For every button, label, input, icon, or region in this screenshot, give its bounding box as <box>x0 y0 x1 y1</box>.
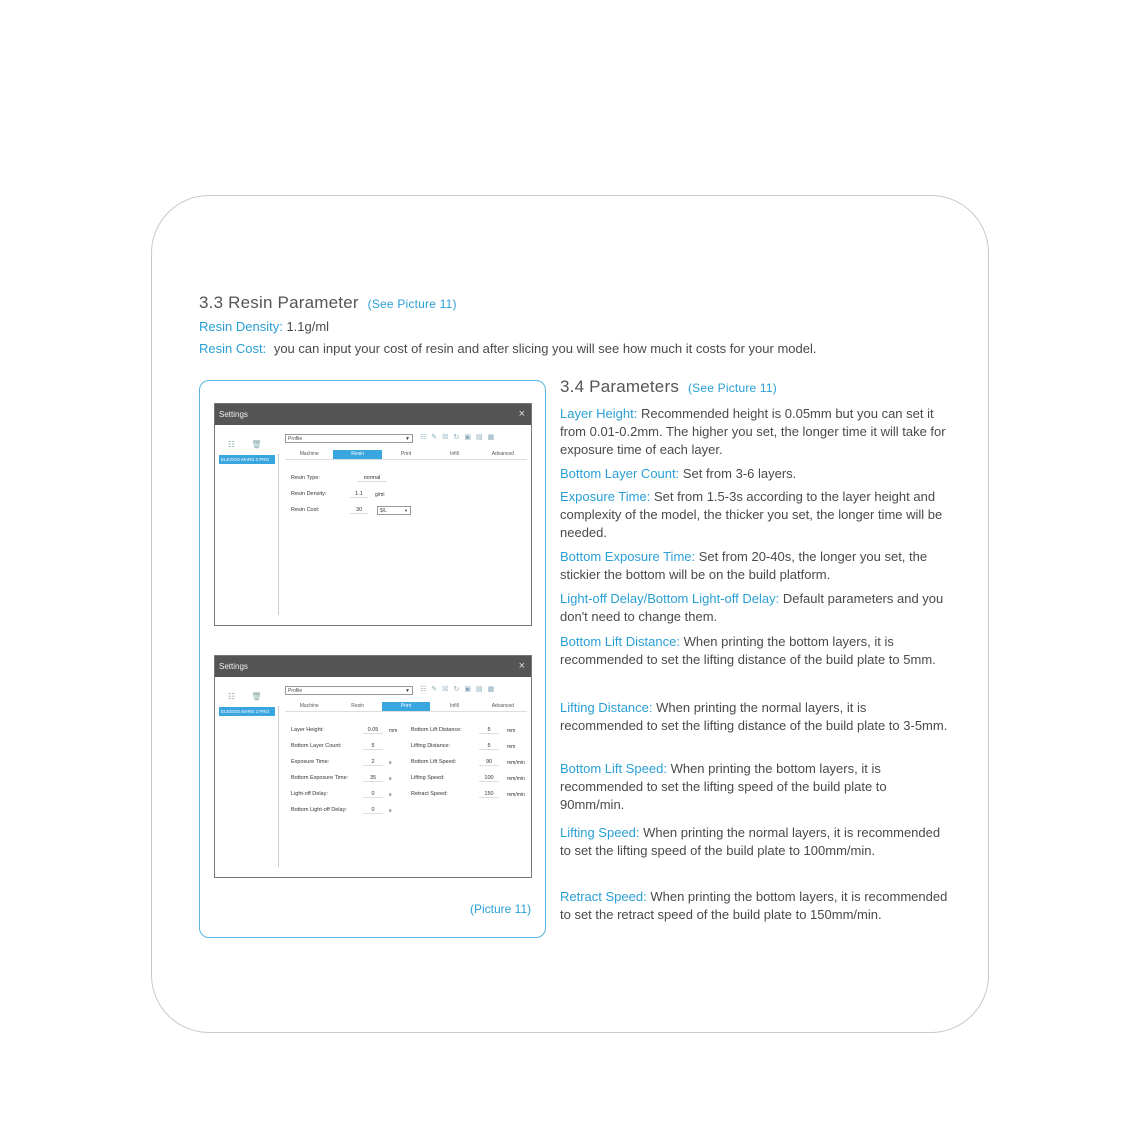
copy-icon[interactable]: ▦ <box>487 686 500 693</box>
section-3-4-title: 3.4 Parameters <box>560 377 680 396</box>
param-text: When printing the bottom layers, it is recommended to set the lifting speed of the build plate to 90mm/min. <box>560 761 887 812</box>
param-lifting-speed <box>560 824 952 860</box>
printer-sidebar <box>219 434 275 464</box>
bottom-lift-distance-input[interactable]: 5 <box>479 727 499 734</box>
bottom-light-off-delay-unit: s <box>389 808 392 814</box>
picture-caption: (Picture 11) <box>470 902 532 916</box>
window-titlebar <box>215 404 531 425</box>
retract-speed-label: Retract Speed: <box>411 791 448 797</box>
currency-select[interactable] <box>377 506 411 515</box>
section-3-3-heading <box>199 293 457 313</box>
resin-cost-field-label: Resin Cost: <box>291 507 320 513</box>
section-3-3-ref: (See Picture 11) <box>367 297 457 311</box>
settings-tabs <box>285 450 527 460</box>
copy-icon[interactable]: ▦ <box>487 434 500 441</box>
param-bottom-lift-speed <box>560 760 952 814</box>
tab-infill[interactable]: Infill <box>449 451 459 457</box>
param-retract-speed <box>560 888 952 924</box>
param-text: When printing the normal layers, it is recommended to set the lifting distance of the build plate to 3-5mm. <box>560 700 948 733</box>
exposure-time-unit: s <box>389 760 392 766</box>
profile-select[interactable] <box>285 686 413 695</box>
settings-window-print <box>214 655 532 878</box>
param-exposure-time <box>560 488 952 542</box>
section-3-4-ref: (See Picture 11) <box>687 381 777 395</box>
tab-machine[interactable]: Machine <box>299 451 319 457</box>
pencil-icon[interactable]: ✎ <box>431 434 443 441</box>
resin-density-field-label: Resin Density: <box>291 491 327 497</box>
bottom-lift-distance-unit: mm <box>507 728 516 734</box>
light-off-delay-label: Light-off Delay: <box>291 791 328 797</box>
export-icon[interactable]: ▤ <box>475 434 488 441</box>
tab-resin[interactable]: Resin <box>351 703 364 709</box>
refresh-icon[interactable]: ↻ <box>453 686 465 693</box>
retract-speed-unit: mm/min <box>507 792 525 798</box>
document-icon[interactable]: ☷ <box>227 440 236 449</box>
bottom-lift-distance-label: Bottom Lift Distance: <box>411 727 462 733</box>
param-term: Lifting Distance: <box>560 700 653 715</box>
trash-icon[interactable]: 🗑 <box>251 440 262 449</box>
retract-speed-input[interactable]: 150 <box>479 791 499 798</box>
bottom-lift-speed-label: Bottom Lift Speed: <box>411 759 457 765</box>
tab-print[interactable]: Print <box>400 451 412 457</box>
param-text: Set from 3-6 layers. <box>682 466 797 481</box>
param-term: Layer Height: <box>560 406 638 421</box>
profile-select[interactable] <box>285 434 413 443</box>
refresh-icon[interactable]: ↻ <box>453 434 465 441</box>
param-text: Set from 1.5-3s according to the layer height and complexity of the model, the thicker you set, the longer time will be needed. <box>560 489 943 540</box>
import-icon[interactable]: ▣ <box>464 434 476 441</box>
currency-value: $/L <box>380 508 387 514</box>
layer-height-unit: mm <box>389 728 398 734</box>
close-icon[interactable]: × <box>518 660 525 672</box>
lifting-speed-label: Lifting Speed: <box>411 775 445 781</box>
tab-advanced[interactable]: Advanced <box>491 451 514 457</box>
light-off-delay-unit: s <box>389 792 392 798</box>
tab-infill[interactable]: Infill <box>449 703 459 709</box>
window-titlebar <box>215 656 531 677</box>
trash-icon[interactable]: 🗑 <box>251 692 262 701</box>
window-title: Settings <box>219 662 248 671</box>
param-light-off-delay <box>560 590 952 626</box>
bottom-exposure-time-unit: s <box>389 776 392 782</box>
lifting-distance-label: Lifting Distance: <box>411 743 451 749</box>
resin-density-unit: g/ml <box>375 492 385 498</box>
resin-density-label: Resin Density: <box>199 319 283 334</box>
lifting-speed-unit: mm/min <box>507 776 525 782</box>
bottom-light-off-delay-input[interactable]: 0 <box>363 807 383 814</box>
bottom-light-off-delay-label: Bottom Light-off Delay: <box>291 807 347 813</box>
param-text: Set from 20-40s, the longer you set, the stickier the bottom will be on the build platform. <box>560 549 928 582</box>
pencil-icon[interactable]: ✎ <box>431 686 443 693</box>
exposure-time-input[interactable]: 2 <box>363 759 383 766</box>
close-icon[interactable]: × <box>518 408 525 420</box>
param-term: Lifting Speed: <box>560 825 640 840</box>
param-text: When printing the normal layers, it is recommended to set the lifting speed of the build plate to 100mm/min. <box>560 825 941 858</box>
resin-density-value: 1.1g/ml <box>286 319 330 334</box>
file-icon[interactable]: ☷ <box>420 686 432 693</box>
bottom-layer-count-label: Bottom Layer Count: <box>291 743 342 749</box>
param-layer-height <box>560 405 952 459</box>
resin-cost-label: Resin Cost: <box>199 341 267 356</box>
import-icon[interactable]: ▣ <box>464 686 476 693</box>
section-3-4-heading <box>560 377 777 397</box>
tab-advanced[interactable]: Advanced <box>491 703 514 709</box>
resin-cost-line <box>199 341 816 356</box>
lifting-speed-input[interactable]: 100 <box>479 775 499 782</box>
layer-height-label: Layer Height: <box>291 727 324 733</box>
layer-height-input[interactable]: 0.05 <box>363 727 383 734</box>
file-icon[interactable]: ☷ <box>420 434 432 441</box>
param-term: Bottom Exposure Time: <box>560 549 696 564</box>
param-text: Default parameters and you don't need to change them. <box>560 591 944 624</box>
printer-item[interactable]: ELEGOO MARS 2 PRO <box>219 455 275 464</box>
param-bottom-lift-distance <box>560 633 952 669</box>
param-text: When printing the bottom layers, it is recommended to set the lifting distance of the build plate to 5mm. <box>560 634 936 667</box>
section-3-3-title: 3.3 Resin Parameter <box>199 293 359 312</box>
trash-icon[interactable]: ☒ <box>442 434 454 441</box>
param-bottom-layer-count <box>560 465 952 483</box>
bottom-lift-speed-unit: mm/min <box>507 760 525 766</box>
exposure-time-label: Exposure Time: <box>291 759 330 765</box>
profile-toolbar <box>420 685 499 693</box>
bottom-exposure-time-label: Bottom Exposure Time: <box>291 775 349 781</box>
profile-toolbar <box>420 433 499 441</box>
resin-type-label: Resin Type: <box>291 475 320 481</box>
export-icon[interactable]: ▤ <box>475 686 488 693</box>
settings-tabs <box>285 702 527 712</box>
param-text: Recommended height is 0.05mm but you can set it from 0.01-0.2mm. The higher you set, the longer time it will take for exposure time of each layer. <box>560 406 946 457</box>
param-term: Bottom Lift Distance: <box>560 634 680 649</box>
printer-sidebar <box>219 686 275 716</box>
param-term: Exposure Time: <box>560 489 651 504</box>
bottom-layer-count-input[interactable]: 5 <box>363 743 383 750</box>
tab-resin[interactable]: Resin <box>333 450 381 459</box>
profile-label: Profile <box>288 436 303 442</box>
document-icon[interactable]: ☷ <box>227 692 236 701</box>
window-title: Settings <box>219 410 248 419</box>
lifting-distance-input[interactable]: 5 <box>479 743 499 750</box>
resin-density-input[interactable]: 1.1 <box>350 491 368 498</box>
settings-window-resin <box>214 403 532 626</box>
param-lifting-distance <box>560 699 952 735</box>
chevron-down-icon: ▼ <box>405 436 410 442</box>
param-term: Bottom Layer Count: <box>560 466 680 481</box>
divider <box>278 454 279 615</box>
resin-density-line <box>199 319 329 334</box>
lifting-distance-unit: mm <box>507 744 516 750</box>
param-term: Bottom Lift Speed: <box>560 761 667 776</box>
bottom-exposure-time-input[interactable]: 35 <box>363 775 383 782</box>
trash-icon[interactable]: ☒ <box>442 686 454 693</box>
param-text: When printing the bottom layers, it is recommended to set the retract speed of the build plate to 150mm/min. <box>560 889 948 922</box>
chevron-down-icon: ▼ <box>404 508 408 513</box>
printer-item[interactable]: ELEGOO MARS 2 PRO <box>219 707 275 716</box>
resin-cost-input[interactable]: 30 <box>350 507 368 514</box>
chevron-down-icon: ▼ <box>405 688 410 694</box>
light-off-delay-input[interactable]: 0 <box>363 791 383 798</box>
param-bottom-exposure-time <box>560 548 952 584</box>
resin-type-input[interactable]: normal <box>357 475 387 482</box>
tab-print[interactable]: Print <box>382 702 430 711</box>
resin-cost-text: you can input your cost of resin and after slicing you will see how much it costs for your model. <box>273 341 817 356</box>
tab-machine[interactable]: Machine <box>299 703 319 709</box>
profile-label: Profile <box>288 688 303 694</box>
param-term: Retract Speed: <box>560 889 647 904</box>
param-term: Light-off Delay/Bottom Light-off Delay: <box>560 591 780 606</box>
divider <box>278 706 279 867</box>
bottom-lift-speed-input[interactable]: 90 <box>479 759 499 766</box>
